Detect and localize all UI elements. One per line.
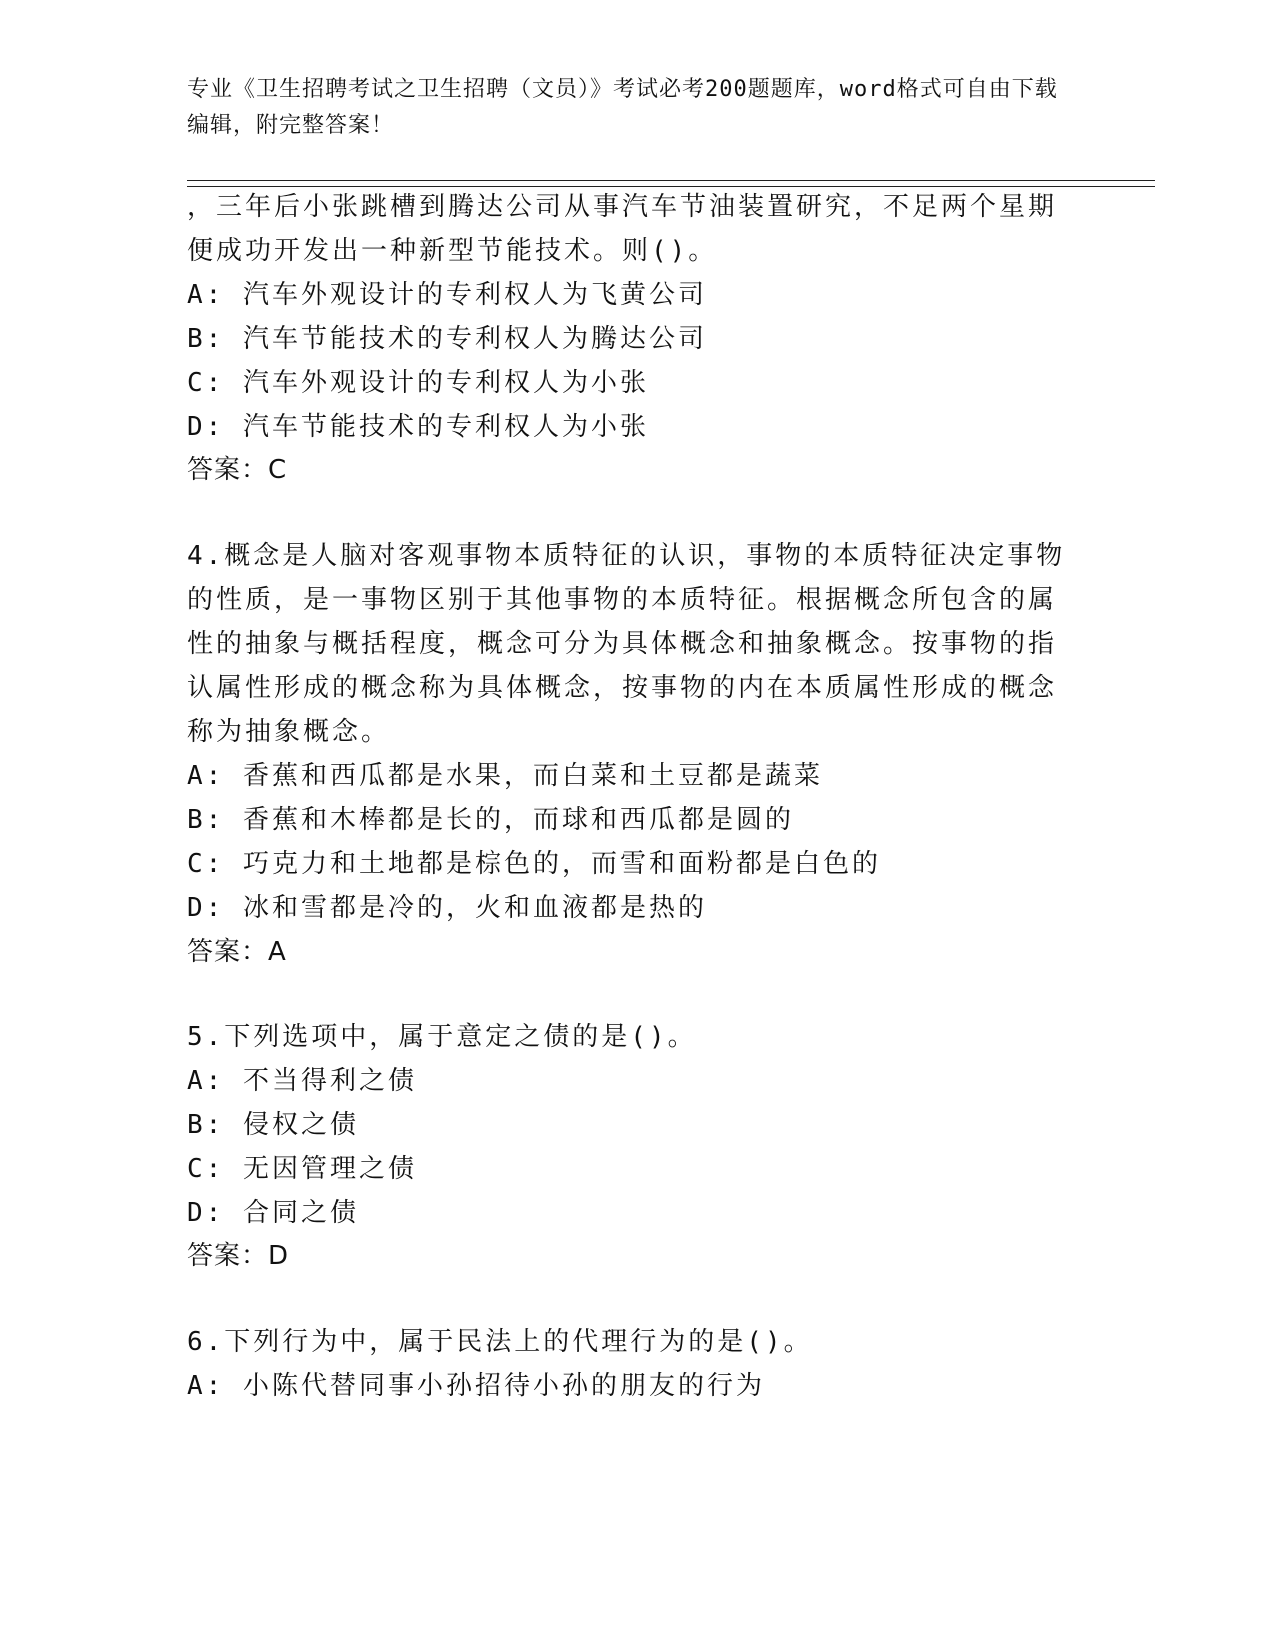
q3-option-c: C: 汽车外观设计的专利权人为小张 [187, 368, 649, 398]
q3-answer: 答案：C [187, 455, 288, 485]
q3-option-a: A: 汽车外观设计的专利权人为飞黄公司 [187, 280, 707, 310]
q4-answer: 答案：A [187, 937, 287, 967]
header-divider-top [187, 180, 1155, 181]
q4-stem-line-1: 4.概念是人脑对客观事物本质特征的认识，事物的本质特征决定事物 [187, 541, 1066, 571]
q4-option-d: D: 冰和雪都是冷的，火和血液都是热的 [187, 893, 707, 923]
q6-option-a: A: 小陈代替同事小孙招待小孙的朋友的行为 [187, 1371, 765, 1401]
q5-answer: 答案：D [187, 1241, 290, 1271]
q3-stem-line-2: 便成功开发出一种新型节能技术。则()。 [187, 236, 718, 266]
q4-option-c: C: 巧克力和土地都是棕色的，而雪和面粉都是白色的 [187, 849, 881, 879]
document-header: 专业《卫生招聘考试之卫生招聘（文员）》考试必考200题题库，word格式可自由下载编辑，附完整答案！ [187, 77, 1058, 138]
q5-option-b: B: 侵权之债 [187, 1110, 359, 1140]
q3-option-b: B: 汽车节能技术的专利权人为腾达公司 [187, 324, 707, 354]
header-divider-bottom [187, 186, 1155, 187]
q3-stem-line-1: ，三年后小张跳槽到腾达公司从事汽车节油装置研究，不足两个星期 [187, 192, 1058, 222]
q4-option-b: B: 香蕉和木棒都是长的，而球和西瓜都是圆的 [187, 805, 794, 835]
q4-stem-line-5: 称为抽象概念。 [187, 717, 391, 747]
q4-stem-line-2: 的性质，是一事物区别于其他事物的本质特征。根据概念所包含的属 [187, 585, 1058, 615]
q5-option-c: C: 无因管理之债 [187, 1154, 417, 1184]
q6-stem-line-1: 6.下列行为中，属于民法上的代理行为的是()。 [187, 1327, 813, 1357]
q5-option-d: D: 合同之债 [187, 1198, 359, 1228]
q4-stem-line-3: 性的抽象与概括程度，概念可分为具体概念和抽象概念。按事物的指 [187, 629, 1058, 659]
q5-stem-line-1: 5.下列选项中，属于意定之债的是()。 [187, 1022, 697, 1052]
q4-option-a: A: 香蕉和西瓜都是水果，而白菜和土豆都是蔬菜 [187, 761, 823, 791]
q4-stem-line-4: 认属性形成的概念称为具体概念，按事物的内在本质属性形成的概念 [187, 673, 1058, 703]
q5-option-a: A: 不当得利之债 [187, 1066, 417, 1096]
q3-option-d: D: 汽车节能技术的专利权人为小张 [187, 412, 649, 442]
